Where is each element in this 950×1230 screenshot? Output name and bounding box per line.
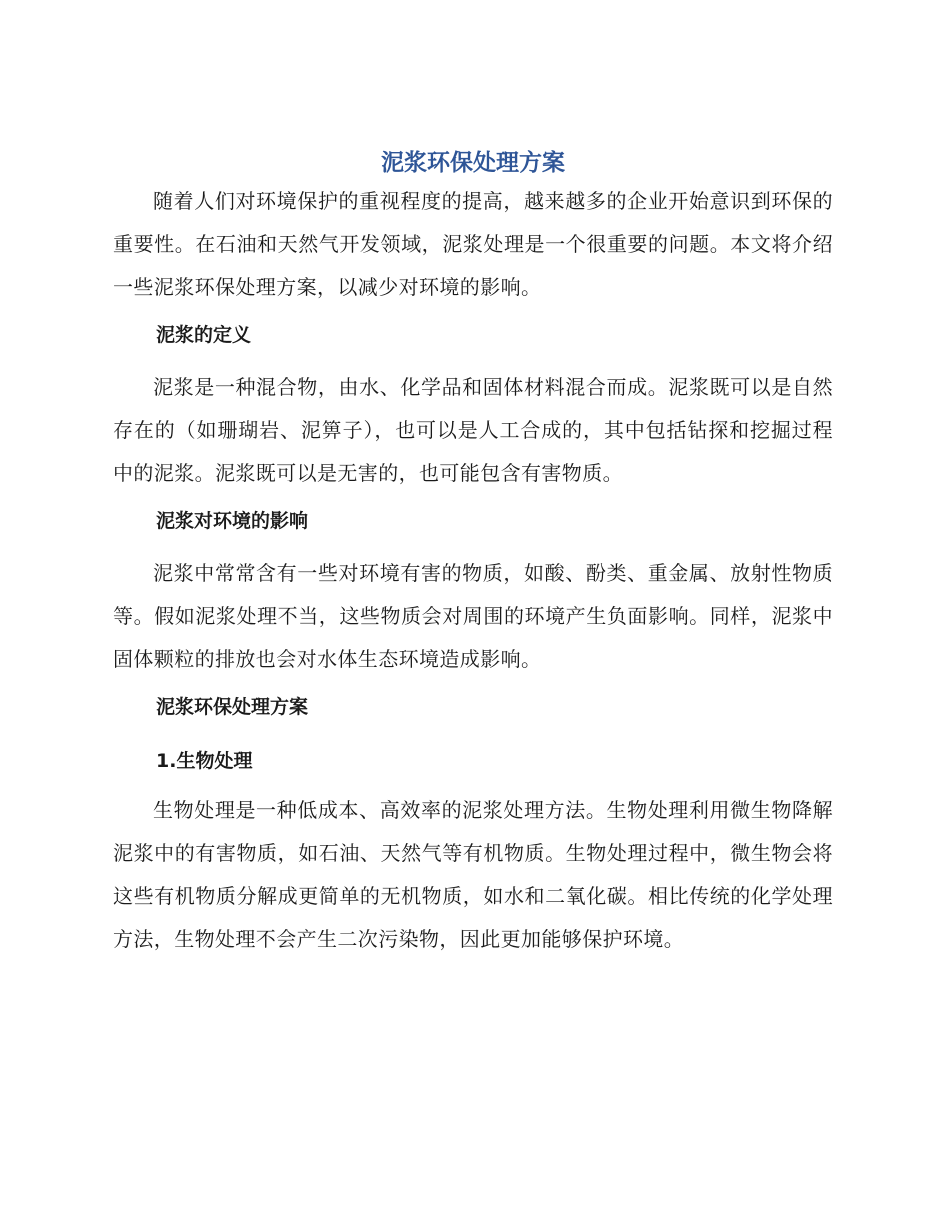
section-heading-definition: 泥浆的定义 — [156, 324, 252, 346]
section-body-biological: 生物处理是一种低成本、高效率的泥浆处理方法。生物处理利用微生物降解泥浆中的有害物质，如石油、天然气等有机物质。生物处理过程中，微生物会将这些有机物质分解成更简单的无机物质，如水和二氧化碳。相比传统的化学处理方法，生物处理不会产生二次污染物，因此更加能够保护环境。 — [113, 798, 833, 951]
section-heading-solutions: 泥浆环保处理方案 — [156, 696, 309, 718]
spacer — [113, 495, 833, 506]
spacer — [113, 776, 833, 789]
intro-paragraph: 随着人们对环境保护的重视程度的提高，越来越多的企业开始意识到环保的重要性。在石油和天然气开发领域，泥浆处理是一个很重要的问题。本文将介绍一些泥浆环保处理方案，以减少对环境的影响。 — [113, 189, 833, 299]
document-page — [113, 146, 833, 961]
spacer — [113, 309, 833, 320]
spacer — [113, 536, 833, 552]
spacer — [113, 350, 833, 366]
spacer — [113, 722, 833, 746]
section-body-impact: 泥浆中常常含有一些对环境有害的物质，如酸、酚类、重金属、放射性物质等。假如泥浆处理不当，这些物质会对周围的环境产生负面影响。同样，泥浆中固体颗粒的排放也会对水体生态环境造成影响。 — [113, 561, 833, 671]
section-heading-impact: 泥浆对环境的影响 — [156, 510, 309, 532]
document-title: 泥浆环保处理方案 — [381, 150, 565, 176]
spacer — [113, 681, 833, 692]
section-heading-biological: 1.生物处理 — [156, 750, 253, 772]
section-body-definition: 泥浆是一种混合物，由水、化学品和固体材料混合而成。泥浆既可以是自然存在的（如珊瑚岩、泥箅子），也可以是人工合成的，其中包括钻探和挖掘过程中的泥浆。泥浆既可以是无害的，也可能包含有害物质。 — [113, 375, 833, 485]
